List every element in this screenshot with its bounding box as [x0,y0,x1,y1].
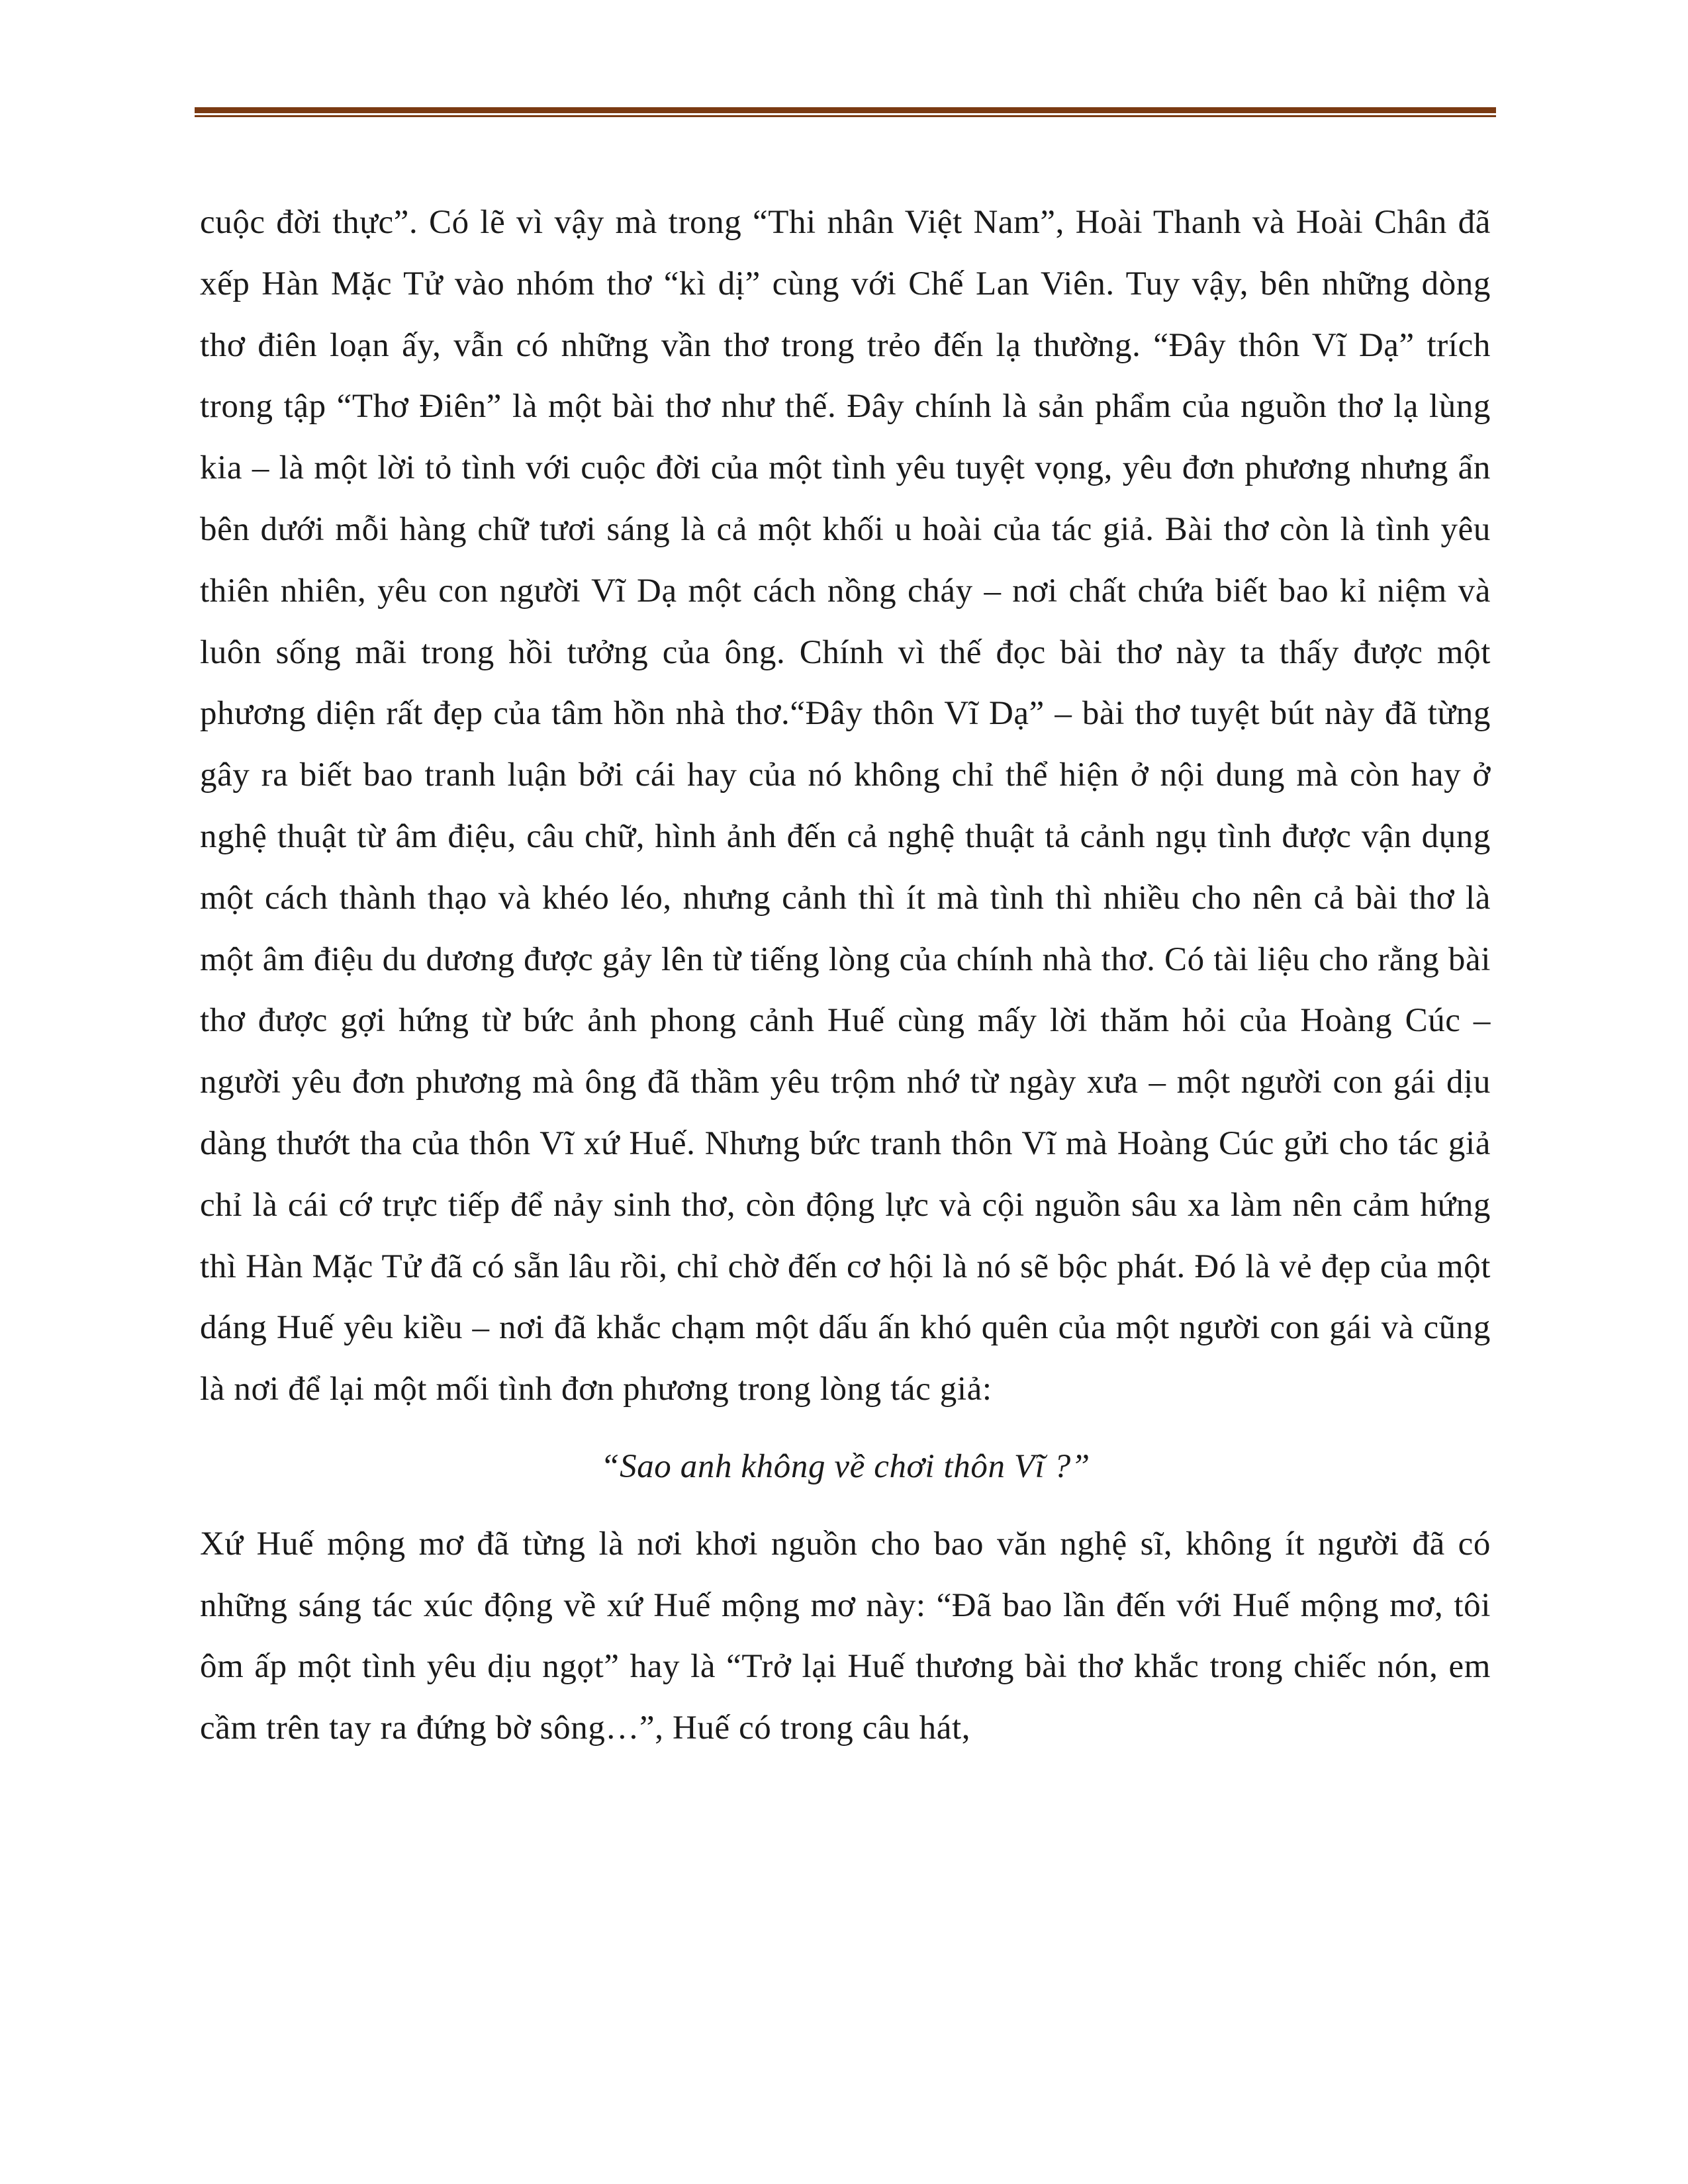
header-rule-thin [195,115,1496,117]
document-body [200,192,1491,1759]
header-rule-thick [195,107,1496,113]
paragraph-2: Xứ Huế mộng mơ đã từng là nơi khơi nguồn cho bao văn nghệ sĩ, không ít người đã có những sáng tác xúc động về xứ Huế mộng mơ này: “Đã bao lần đến với Huế mộng mơ, tôi ôm ấp một tình yêu dịu ngọt” hay là “Trở lại Huế thương bài thơ khắc trong chiếc nón, em cầm trên tay ra đứng bờ sông…”, Huế có trong câu hát, [200,1525,1491,1747]
poem-quote: “Sao anh không về chơi thôn Vĩ ?” [600,1447,1090,1485]
header-rule [195,107,1496,118]
paragraph-1: cuộc đời thực”. Có lẽ vì vậy mà trong “Thi nhân Việt Nam”, Hoài Thanh và Hoài Chân đã xếp Hàn Mặc Tử vào nhóm thơ “kì dị” cùng với Chế Lan Viên. Tuy vậy, bên những dòng thơ điên loạn ấy, vẫn có những vần thơ trong trẻo đến lạ thường. “Đây thôn Vĩ Dạ” trích trong tập “Thơ Điên” là một bài thơ như thế. Đây chính là sản phẩm của nguồn thơ lạ lùng kia – là một lời tỏ tình với cuộc đời của một tình yêu tuyệt vọng, yêu đơn phương nhưng ẩn bên dưới mỗi hàng chữ tươi sáng là cả một khối u hoài của tác giả. Bài thơ còn là tình yêu thiên nhiên, yêu con người Vĩ Dạ một cách nồng cháy – nơi chất chứa biết bao kỉ niệm và luôn sống mãi trong hồi tưởng của ông. Chính vì thế đọc bài thơ này ta thấy được một phương diện rất đẹp của tâm hồn nhà thơ.“Đây thôn Vĩ Dạ” – bài thơ tuyệt bút này đã từng gây ra biết bao tranh luận bởi cái hay của nó không chỉ thể hiện ở nội dung mà còn hay ở nghệ thuật từ âm điệu, câu chữ, hình ảnh đến cả nghệ thuật tả cảnh ngụ tình được vận dụng một cách thành thạo và khéo léo, nhưng cảnh thì ít mà tình thì nhiều cho nên cả bài thơ là một âm điệu du dương được gảy lên từ tiếng lòng của chính nhà thơ. Có tài liệu cho rằng bài thơ được gợi hứng từ bức ảnh phong cảnh Huế cùng mấy lời thăm hỏi của Hoàng Cúc – người yêu đơn phương mà ông đã thầm yêu trộm nhớ từ ngày xưa – một người con gái dịu dàng thướt tha của thôn Vĩ xứ Huế. Nhưng bức tranh thôn Vĩ mà Hoàng Cúc gửi cho tác giả chỉ là cái cớ trực tiếp để nảy sinh thơ, còn động lực và cội nguồn sâu xa làm nên cảm hứng thì Hàn Mặc Tử đã có sẵn lâu rồi, chỉ chờ đến cơ hội là nó sẽ bộc phát. Đó là vẻ đẹp của một dáng Huế yêu kiều – nơi đã khắc chạm một dấu ấn khó quên của một người con gái và cũng là nơi để lại một mối tình đơn phương trong lòng tác giả: [200,204,1491,1408]
